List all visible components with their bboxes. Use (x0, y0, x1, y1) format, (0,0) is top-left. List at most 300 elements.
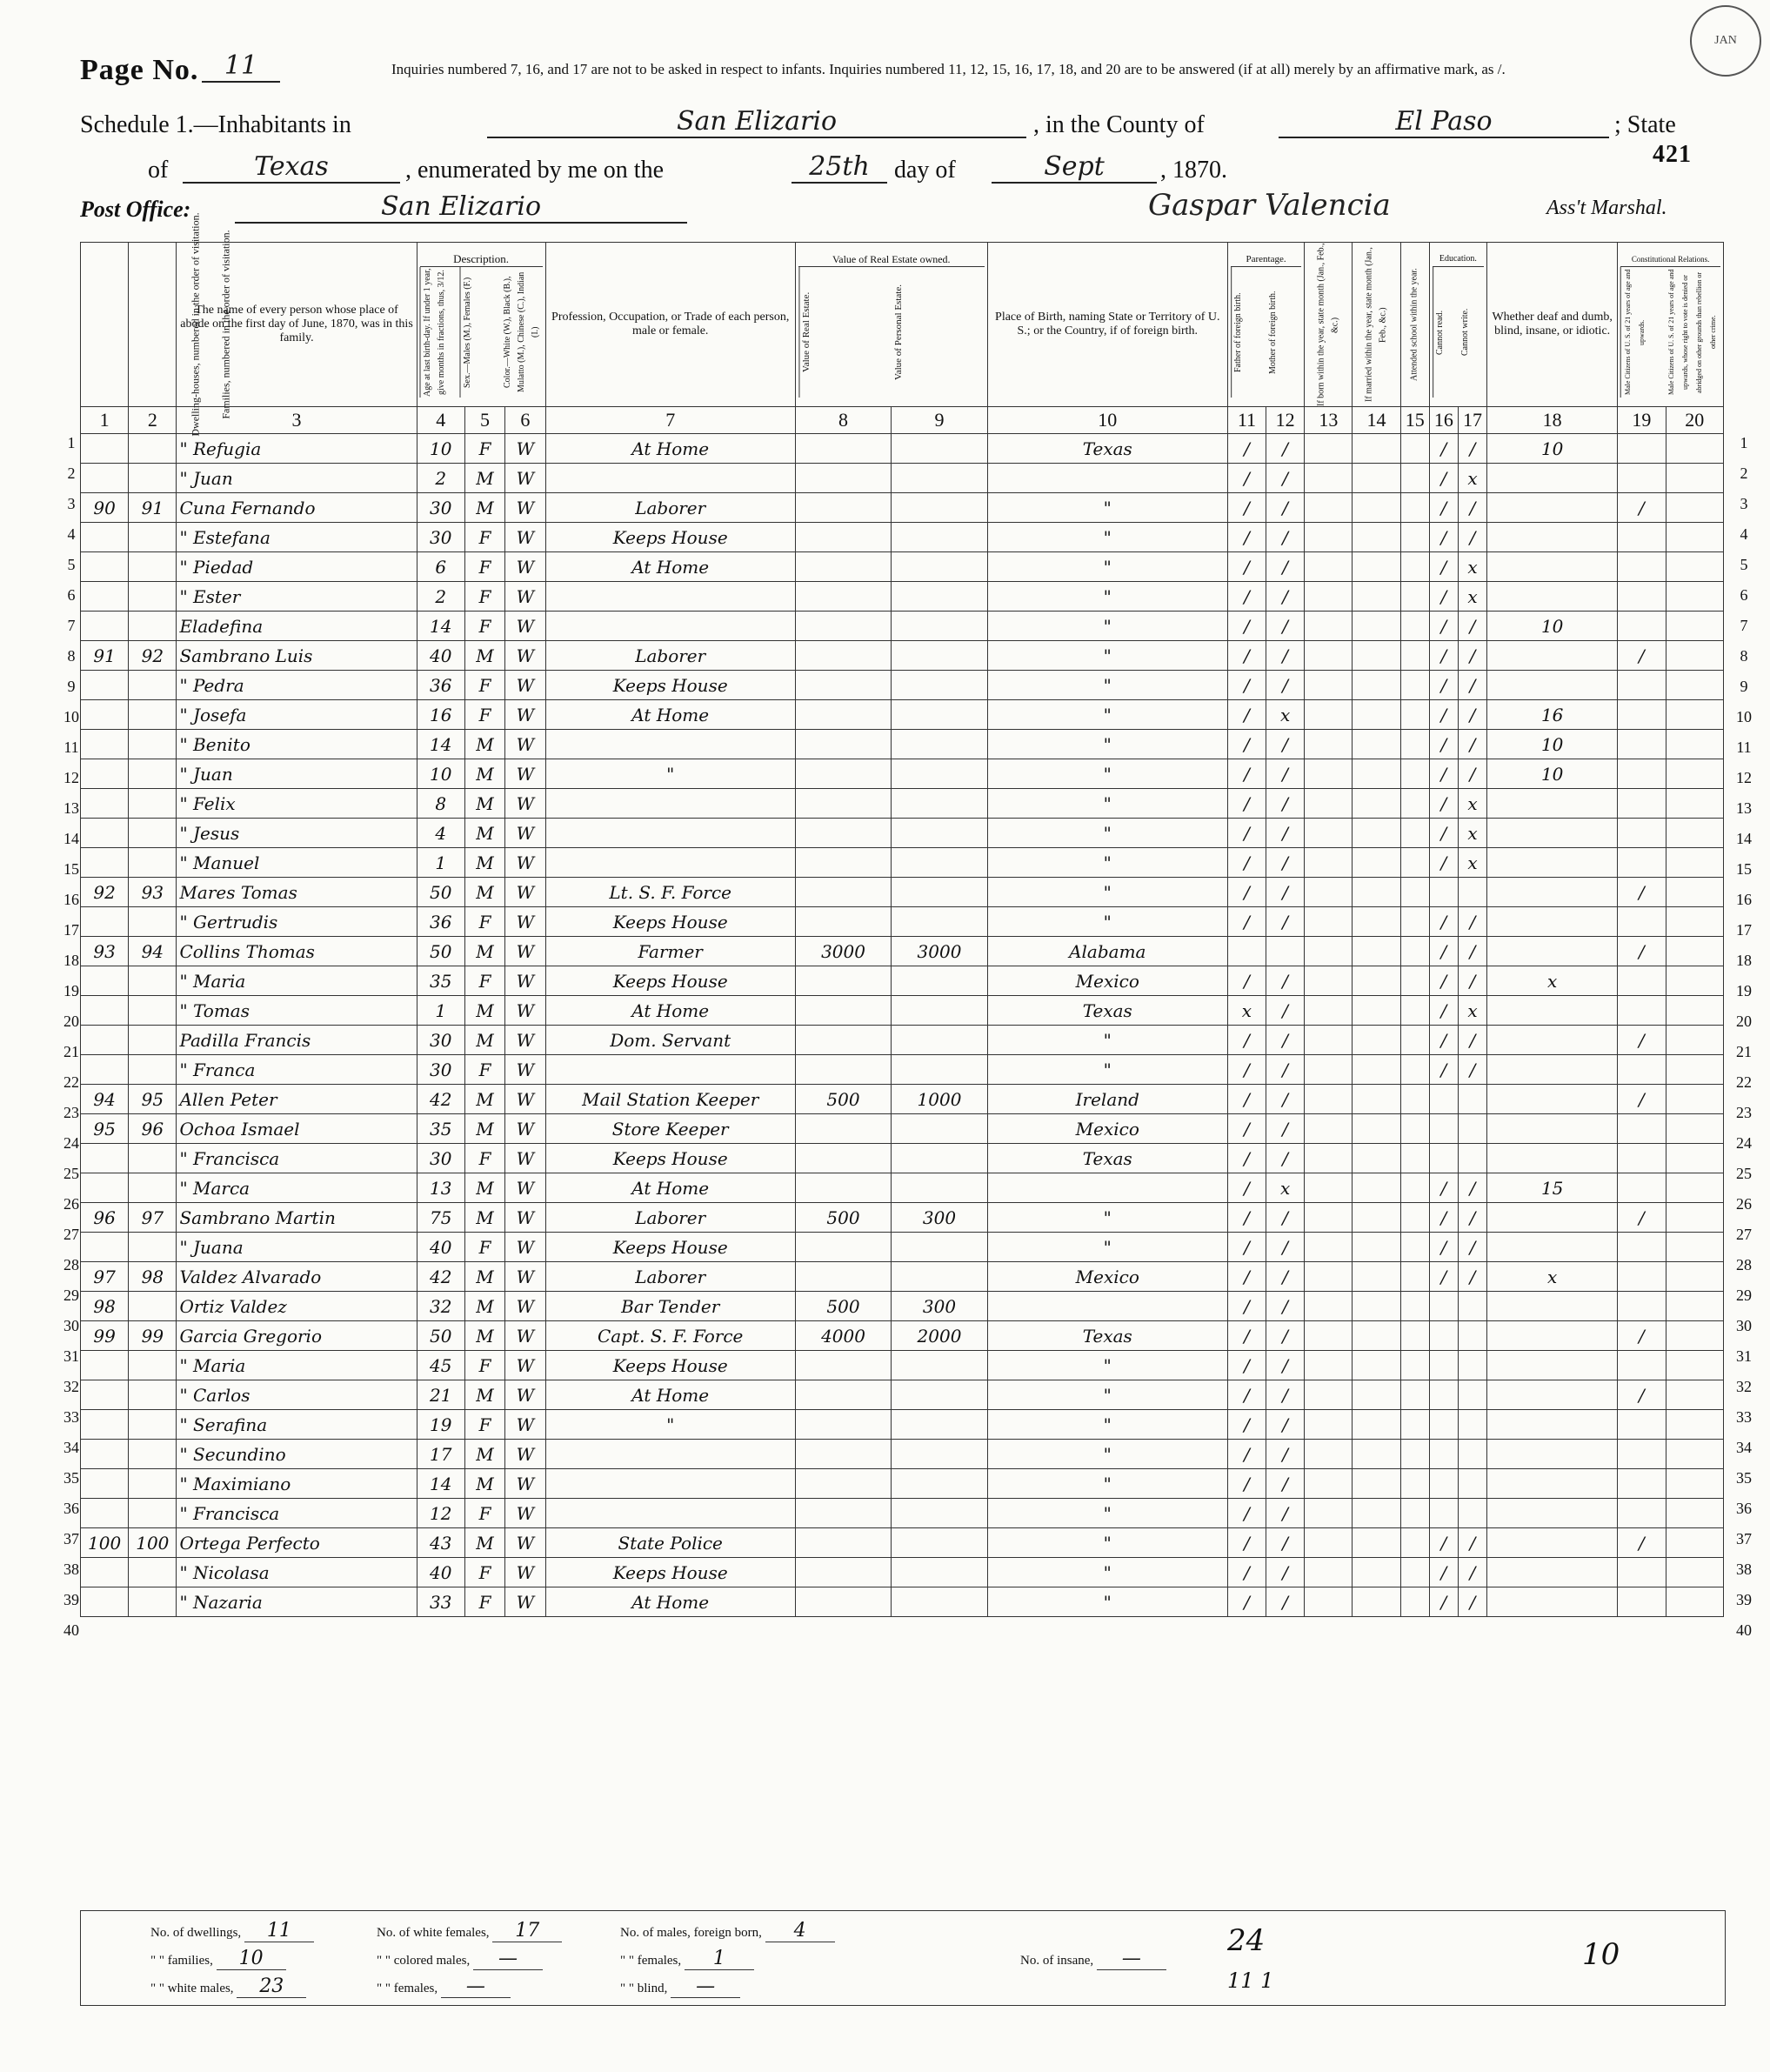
real-estate-cell (795, 493, 891, 523)
mother-foreign-cell: / (1266, 1587, 1305, 1617)
disability-cell (1487, 1410, 1618, 1440)
row-number: 7 (67, 617, 76, 634)
column-number: 4 (417, 407, 464, 434)
cannot-write-cell: / (1458, 1528, 1486, 1558)
row-number: 16 (63, 891, 79, 908)
family-cell (129, 848, 177, 878)
school-cell (1400, 1528, 1429, 1558)
white-females-value: 17 (492, 1920, 562, 1942)
row-number: 23 (63, 1104, 79, 1121)
name-cell: Sambrano Martin (177, 1203, 417, 1233)
born-in-year-cell (1305, 789, 1353, 819)
sex-cell: M (464, 819, 504, 848)
mother-foreign-cell: / (1266, 1469, 1305, 1499)
sex-cell: M (464, 1262, 504, 1292)
family-cell (129, 1469, 177, 1499)
occupation-cell: Laborer (545, 641, 795, 671)
real-estate-cell: 500 (795, 1203, 891, 1233)
father-foreign-cell: / (1227, 759, 1266, 789)
occupation-cell: Keeps House (545, 907, 795, 937)
col-header-value: Value of Real Estate owned. Value of Real Estate. Value of Personal Estate. (795, 243, 987, 407)
born-in-year-cell (1305, 434, 1353, 464)
table-row (81, 966, 1724, 996)
name-cell: Ortiz Valdez (177, 1292, 417, 1321)
citizen-cell (1618, 819, 1666, 848)
color-cell: W (505, 582, 545, 612)
married-in-year-cell (1353, 1144, 1400, 1173)
married-in-year-cell (1353, 907, 1400, 937)
mother-foreign-cell: / (1266, 1144, 1305, 1173)
personal-estate-cell (892, 1233, 987, 1262)
cannot-write-cell (1458, 1292, 1486, 1321)
day-value: 25th (791, 151, 887, 184)
occupation-cell: Capt. S. F. Force (545, 1321, 795, 1351)
age-cell: 2 (417, 582, 464, 612)
school-cell (1400, 1499, 1429, 1528)
dwelling-cell: 96 (81, 1203, 129, 1233)
real-estate-cell (795, 1114, 891, 1144)
column-number: 15 (1400, 407, 1429, 434)
citizen-cell: / (1618, 1026, 1666, 1055)
disability-cell: x (1487, 966, 1618, 996)
birthplace-cell: " (987, 1587, 1227, 1617)
father-foreign-cell: / (1227, 523, 1266, 552)
family-cell (129, 789, 177, 819)
personal-estate-cell (892, 641, 987, 671)
disability-cell (1487, 1380, 1618, 1410)
cannot-read-cell: / (1429, 1233, 1458, 1262)
cannot-write-cell: / (1458, 730, 1486, 759)
mother-foreign-cell: / (1266, 819, 1305, 848)
year-value: , 1870. (1160, 157, 1227, 184)
married-in-year-cell (1353, 700, 1400, 730)
age-cell: 50 (417, 937, 464, 966)
cannot-write-cell (1458, 1499, 1486, 1528)
dwellings-label: No. of dwellings, (150, 1926, 242, 1940)
sex-cell: M (464, 641, 504, 671)
cannot-write-cell: / (1458, 523, 1486, 552)
foreign-females-label: " " females, (620, 1954, 682, 1968)
age-cell: 4 (417, 819, 464, 848)
school-cell (1400, 582, 1429, 612)
name-cell: " Serafina (177, 1410, 417, 1440)
name-cell: " Juana (177, 1233, 417, 1262)
married-in-year-cell (1353, 1351, 1400, 1380)
birthplace-cell: Mexico (987, 1262, 1227, 1292)
white-females-label: No. of white females, (377, 1926, 490, 1940)
personal-estate-cell (892, 1380, 987, 1410)
father-foreign-cell: / (1227, 1292, 1266, 1321)
birthplace-cell: Alabama (987, 937, 1227, 966)
married-in-year-cell (1353, 1026, 1400, 1055)
table-row (81, 464, 1724, 493)
school-cell (1400, 434, 1429, 464)
age-cell: 33 (417, 1587, 464, 1617)
real-estate-cell (795, 848, 891, 878)
father-foreign-cell: / (1227, 966, 1266, 996)
vote-denied-cell (1666, 1173, 1724, 1203)
color-cell: W (505, 523, 545, 552)
born-in-year-cell (1305, 1321, 1353, 1351)
born-in-year-cell (1305, 848, 1353, 878)
father-foreign-cell: / (1227, 493, 1266, 523)
born-in-year-cell (1305, 878, 1353, 907)
real-estate-cell (795, 1233, 891, 1262)
mother-foreign-cell: / (1266, 434, 1305, 464)
sex-cell: M (464, 1292, 504, 1321)
born-in-year-cell (1305, 523, 1353, 552)
occupation-cell: Laborer (545, 493, 795, 523)
name-cell: Ortega Perfecto (177, 1528, 417, 1558)
color-cell: W (505, 1203, 545, 1233)
disability-cell: 15 (1487, 1173, 1618, 1203)
school-cell (1400, 671, 1429, 700)
table-row (81, 1499, 1724, 1528)
row-number: 13 (63, 799, 79, 817)
blind-value: — (671, 1975, 740, 1998)
row-number: 30 (63, 1317, 79, 1334)
sex-cell: F (464, 1558, 504, 1587)
row-number: 24 (63, 1134, 79, 1152)
row-number: 2 (1740, 465, 1748, 482)
born-in-year-cell (1305, 1292, 1353, 1321)
birthplace-cell: " (987, 493, 1227, 523)
cannot-read-cell: / (1429, 789, 1458, 819)
row-number: 18 (1736, 952, 1752, 969)
row-number: 21 (1736, 1043, 1752, 1060)
col-header-9: Value of Personal Estate. (893, 284, 905, 380)
father-foreign-cell: / (1227, 1499, 1266, 1528)
col-header-description: Description. Age at last birth-day. If under 1 year, give months in fractions, thus, 3/12. Sex.—Males (M.), Females (F.) Color.—White (W.), Black (B.), Mulatto (M.), Chinese (C.), Indian (I.) (417, 243, 545, 407)
sex-cell: F (464, 1351, 504, 1380)
row-number: 33 (1736, 1408, 1752, 1426)
family-cell (129, 612, 177, 641)
mother-foreign-cell: / (1266, 641, 1305, 671)
married-in-year-cell (1353, 966, 1400, 996)
column-number: 16 (1429, 407, 1458, 434)
disability-cell (1487, 1144, 1618, 1173)
family-cell: 94 (129, 937, 177, 966)
mother-foreign-cell: / (1266, 759, 1305, 789)
age-cell: 14 (417, 1469, 464, 1499)
cannot-read-cell (1429, 1499, 1458, 1528)
citizen-cell (1618, 1440, 1666, 1469)
family-cell (129, 1587, 177, 1617)
cannot-read-cell: / (1429, 671, 1458, 700)
sex-cell: F (464, 612, 504, 641)
born-in-year-cell (1305, 1085, 1353, 1114)
row-number: 2 (67, 465, 76, 482)
col-header-11: Father of foreign birth. (1231, 267, 1266, 398)
column-number: 7 (545, 407, 795, 434)
cannot-write-cell: / (1458, 1558, 1486, 1587)
col-header-8: Value of Real Estate. (798, 267, 892, 398)
cannot-read-cell: / (1429, 1173, 1458, 1203)
age-cell: 42 (417, 1085, 464, 1114)
disability-cell: 10 (1487, 730, 1618, 759)
born-in-year-cell (1305, 1055, 1353, 1085)
name-cell: Ochoa Ismael (177, 1114, 417, 1144)
mother-foreign-cell: / (1266, 493, 1305, 523)
disability-cell (1487, 552, 1618, 582)
age-cell: 1 (417, 848, 464, 878)
married-in-year-cell (1353, 1440, 1400, 1469)
name-cell: " Josefa (177, 700, 417, 730)
father-foreign-cell: / (1227, 1233, 1266, 1262)
blind-label: " " blind, (620, 1982, 668, 1995)
father-foreign-cell (1227, 937, 1266, 966)
row-number: 5 (67, 556, 76, 573)
row-number: 36 (1736, 1500, 1752, 1517)
school-cell (1400, 464, 1429, 493)
mother-foreign-cell: / (1266, 1055, 1305, 1085)
age-cell: 17 (417, 1440, 464, 1469)
family-cell: 91 (129, 493, 177, 523)
of-label: of (148, 157, 169, 184)
row-number: 40 (63, 1621, 79, 1639)
row-number: 35 (1736, 1469, 1752, 1487)
cannot-read-cell: / (1429, 907, 1458, 937)
vote-denied-cell (1666, 1292, 1724, 1321)
cannot-write-cell: x (1458, 552, 1486, 582)
table-row (81, 789, 1724, 819)
citizen-cell (1618, 1587, 1666, 1617)
row-number: 32 (63, 1378, 79, 1395)
disability-cell (1487, 1558, 1618, 1587)
mother-foreign-cell: / (1266, 1380, 1305, 1410)
col-header-constitutional: Constitutional Relations. Male Citizens of U. S. of 21 years of age and upwards. Male Citizens of U. S. of 21 years of age and upwards, whose right to vote is denied or abridged on other grounds than rebellion or other crime. (1618, 243, 1724, 407)
table-row (81, 1321, 1724, 1351)
occupation-cell: Keeps House (545, 523, 795, 552)
cannot-read-cell: / (1429, 1055, 1458, 1085)
citizen-cell (1618, 966, 1666, 996)
born-in-year-cell (1305, 1558, 1353, 1587)
occupation-cell: Keeps House (545, 1351, 795, 1380)
family-cell (129, 1380, 177, 1410)
mother-foreign-cell: / (1266, 1026, 1305, 1055)
sex-cell: M (464, 1321, 504, 1351)
age-cell: 35 (417, 1114, 464, 1144)
personal-estate-cell (892, 1440, 987, 1469)
born-in-year-cell (1305, 966, 1353, 996)
father-foreign-cell: / (1227, 907, 1266, 937)
occupation-cell: At Home (545, 552, 795, 582)
cannot-write-cell: / (1458, 759, 1486, 789)
mother-foreign-cell: / (1266, 1085, 1305, 1114)
age-cell: 36 (417, 907, 464, 937)
disability-cell: 10 (1487, 434, 1618, 464)
age-cell: 8 (417, 789, 464, 819)
birthplace-cell: " (987, 700, 1227, 730)
born-in-year-cell (1305, 1173, 1353, 1203)
color-cell: W (505, 1026, 545, 1055)
table-row (81, 1144, 1724, 1173)
name-cell: " Maria (177, 966, 417, 996)
personal-estate-cell (892, 1528, 987, 1558)
families-value: 10 (217, 1948, 286, 1970)
row-number: 11 (1736, 739, 1752, 756)
color-cell: W (505, 493, 545, 523)
disability-cell (1487, 937, 1618, 966)
citizen-cell: / (1618, 1528, 1666, 1558)
cannot-write-cell (1458, 1410, 1486, 1440)
citizen-cell (1618, 1055, 1666, 1085)
cannot-write-cell: x (1458, 789, 1486, 819)
married-in-year-cell (1353, 552, 1400, 582)
real-estate-cell (795, 1587, 891, 1617)
real-estate-cell (795, 1380, 891, 1410)
cannot-read-cell: / (1429, 612, 1458, 641)
colored-females-label: " " females, (377, 1982, 438, 1995)
row-number: 39 (1736, 1591, 1752, 1608)
cannot-read-cell: / (1429, 700, 1458, 730)
row-number: 7 (1740, 617, 1748, 634)
occupation-cell: Dom. Servant (545, 1026, 795, 1055)
col-header-3: The name of every person whose place of abode on the first day of June, 1870, was in this family. (177, 243, 417, 407)
occupation-cell (545, 789, 795, 819)
place-value: San Elizario (487, 106, 1026, 138)
cannot-read-cell (1429, 1440, 1458, 1469)
row-number: 36 (63, 1500, 79, 1517)
cannot-read-cell (1429, 1144, 1458, 1173)
color-cell: W (505, 1351, 545, 1380)
column-number: 20 (1666, 407, 1724, 434)
born-in-year-cell (1305, 1144, 1353, 1173)
row-number: 28 (63, 1256, 79, 1273)
personal-estate-cell (892, 1351, 987, 1380)
dwelling-cell: 98 (81, 1292, 129, 1321)
family-cell: 99 (129, 1321, 177, 1351)
vote-denied-cell (1666, 434, 1724, 464)
age-cell: 32 (417, 1292, 464, 1321)
citizen-cell (1618, 523, 1666, 552)
sex-cell: M (464, 1026, 504, 1055)
col-header-education: Education. Cannot read. Cannot write. (1429, 243, 1486, 407)
cannot-write-cell: / (1458, 1587, 1486, 1617)
occupation-cell (545, 582, 795, 612)
age-cell: 45 (417, 1351, 464, 1380)
color-cell: W (505, 700, 545, 730)
age-cell: 2 (417, 464, 464, 493)
personal-estate-cell (892, 789, 987, 819)
name-cell: " Juan (177, 759, 417, 789)
vote-denied-cell (1666, 759, 1724, 789)
married-in-year-cell (1353, 759, 1400, 789)
real-estate-cell (795, 759, 891, 789)
married-in-year-cell (1353, 819, 1400, 848)
col-header-20: Male Citizens of U. S. of 21 years of age and upwards, whose right to vote is denied or abridged on other grounds than rebellion or other crime. (1667, 269, 1717, 395)
personal-estate-cell (892, 848, 987, 878)
citizen-cell (1618, 671, 1666, 700)
table-row (81, 1026, 1724, 1055)
vote-denied-cell (1666, 1351, 1724, 1380)
school-cell (1400, 848, 1429, 878)
vote-denied-cell (1666, 700, 1724, 730)
row-number: 27 (63, 1226, 79, 1243)
family-cell (129, 1055, 177, 1085)
cannot-write-cell: / (1458, 1173, 1486, 1203)
vote-denied-cell (1666, 1440, 1724, 1469)
col-header-5: Sex.—Males (M.), Females (F.) (460, 267, 501, 398)
citizen-cell (1618, 1144, 1666, 1173)
cannot-read-cell: / (1429, 848, 1458, 878)
name-cell: " Jesus (177, 819, 417, 848)
row-number: 39 (63, 1591, 79, 1608)
cannot-write-cell (1458, 1321, 1486, 1351)
table-row (81, 700, 1724, 730)
citizen-cell (1618, 1262, 1666, 1292)
cannot-write-cell (1458, 1114, 1486, 1144)
occupation-cell: At Home (545, 1587, 795, 1617)
sex-cell: M (464, 789, 504, 819)
family-cell (129, 700, 177, 730)
color-cell: W (505, 1173, 545, 1203)
vote-denied-cell (1666, 1528, 1724, 1558)
family-cell (129, 1410, 177, 1440)
father-foreign-cell: / (1227, 1114, 1266, 1144)
occupation-cell: Bar Tender (545, 1292, 795, 1321)
school-cell (1400, 1203, 1429, 1233)
dwelling-cell: 100 (81, 1528, 129, 1558)
citizen-cell (1618, 759, 1666, 789)
dwelling-cell: 95 (81, 1114, 129, 1144)
born-in-year-cell (1305, 1351, 1353, 1380)
personal-estate-cell (892, 552, 987, 582)
cannot-write-cell (1458, 1144, 1486, 1173)
table-row (81, 937, 1724, 966)
school-cell (1400, 493, 1429, 523)
school-cell (1400, 759, 1429, 789)
color-cell: W (505, 1321, 545, 1351)
married-in-year-cell (1353, 1292, 1400, 1321)
married-in-year-cell (1353, 464, 1400, 493)
birthplace-cell: " (987, 1026, 1227, 1055)
family-cell (129, 730, 177, 759)
cannot-write-cell: / (1458, 612, 1486, 641)
enumerated-label: , enumerated by me on the (405, 157, 665, 184)
parentage-sub: 11 1 (1227, 1968, 1274, 1993)
family-cell (129, 671, 177, 700)
born-in-year-cell (1305, 1528, 1353, 1558)
real-estate-cell (795, 1558, 891, 1587)
table-row (81, 1587, 1724, 1617)
name-cell: " Nicolasa (177, 1558, 417, 1587)
real-estate-cell (795, 819, 891, 848)
personal-estate-cell (892, 1262, 987, 1292)
personal-estate-cell (892, 996, 987, 1026)
table-row (81, 907, 1724, 937)
disability-cell (1487, 996, 1618, 1026)
vote-denied-cell (1666, 848, 1724, 878)
family-cell (129, 523, 177, 552)
name-cell: Sambrano Luis (177, 641, 417, 671)
family-cell (129, 1292, 177, 1321)
mother-foreign-cell: / (1266, 1499, 1305, 1528)
cannot-read-cell: / (1429, 966, 1458, 996)
cannot-read-cell: / (1429, 493, 1458, 523)
occupation-cell: Mail Station Keeper (545, 1085, 795, 1114)
family-cell (129, 1026, 177, 1055)
real-estate-cell (795, 671, 891, 700)
row-number: 28 (1736, 1256, 1752, 1273)
vote-denied-cell (1666, 996, 1724, 1026)
sex-cell: F (464, 1055, 504, 1085)
born-in-year-cell (1305, 464, 1353, 493)
father-foreign-cell: / (1227, 1321, 1266, 1351)
vote-denied-cell (1666, 878, 1724, 907)
sex-cell: M (464, 730, 504, 759)
color-cell: W (505, 996, 545, 1026)
